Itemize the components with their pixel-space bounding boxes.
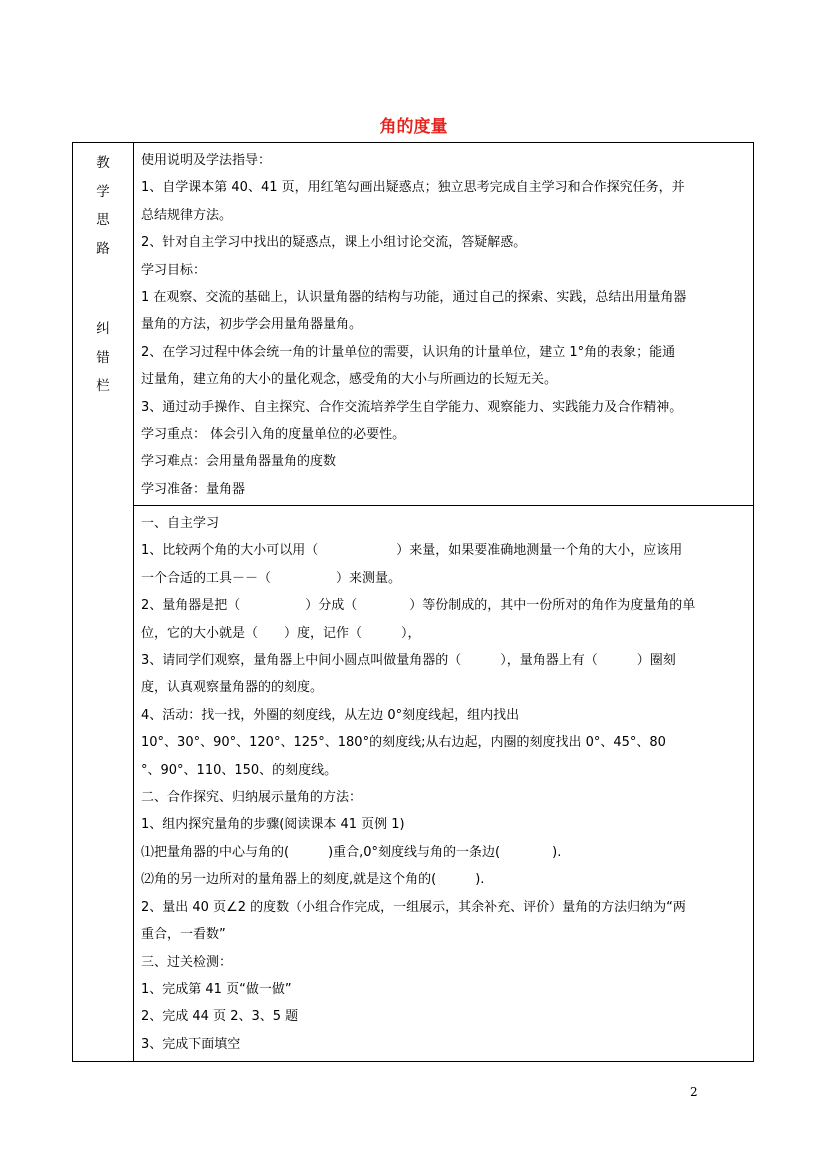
text-line: °、90°、110、150、的刻度线。 [141,762,338,778]
side-char: 路 [96,240,110,257]
text-line: 3、通过动手操作、自主探究、合作交流培养学生自学能力、观察能力、实践能力及合作精神。 [141,399,683,415]
text-line: 量角的方法，初步学会用量角器量角。 [141,317,363,333]
text-line: 2、量角器是把（ ）分成（ ）等份制成的，其中一份所对的角作为度量角的单 [141,598,696,614]
worksheet-table [72,142,754,1062]
side-char: 教 [96,155,110,171]
text-line: 3、请同学们观察，量角器上中间小圆点叫做量角器的（ ），量角器上有（ ）圈刻 [141,653,676,669]
text-line: 2、在学习过程中体会统一角的计量单位的需要，认识角的计量单位，建立 1°角的表象；能通 [141,344,676,360]
side-char: 错 [96,349,110,366]
text-line: 4、活动：找一找，外圈的刻度线，从左边 0°刻度线起，组内找出 [141,707,520,723]
text-line: 学习目标： [141,262,207,278]
text-line: 一、自主学习 [141,516,220,531]
text-line: 1、自学课本第 40、41 页，用红笔勾画出疑惑点；独立思考完成自主学习和合作探究任务，并 [141,180,685,196]
row-divider [133,505,753,506]
text-line: 1、组内探究量角的步骤(阅读课本 41 页例 1) [141,817,405,833]
text-line: 总结规律方法。 [141,207,233,223]
side-label-teaching-ideas [73,149,133,263]
document-title: 角的度量 [379,117,448,137]
text-line: 度，认真观察量角器的的刻度。 [141,680,324,696]
text-line: 学习难点：会用量角器量角的度数 [141,454,337,470]
side-char: 纠 [96,321,110,337]
side-char: 栏 [96,378,110,394]
side-label-error-correction [73,315,133,401]
text-line: 1 在观察、交流的基础上，认识量角器的结构与功能，通过自己的探索、实践，总结出用量角器 [141,290,687,306]
text-line: 2、完成 44 页 2、3、5 题 [141,1009,299,1025]
text-line: 学习重点： 体会引入角的度量单位的必要性。 [141,427,406,443]
text-line: ⑴把量角器的中心与角的( )重合,0°刻度线与角的一条边( ). [141,844,562,860]
text-line: 2、针对自主学习中找出的疑惑点，课上小组讨论交流，答疑解惑。 [141,235,527,251]
text-line: 三、过关检测： [141,954,233,970]
text-line: 过量角，建立角的大小的量化观念，感受角的大小与所画边的长短无关。 [141,372,558,388]
side-char: 思 [96,212,110,228]
text-line: ⑵角的另一边所对的量角器上的刻度,就是这个角的( ). [141,872,485,888]
text-line: 2、量出 40 页∠2 的度数（小组合作完成，一组展示，其余补充、评价）量角的方法归纳为“两 [141,899,686,915]
text-line: 3、完成下面填空 [141,1036,241,1052]
text-line: 使用说明及学法指导： [141,153,272,168]
text-line: 学习准备：量角器 [141,481,246,497]
text-line: 一个合适的工具－－（ ）来测量。 [141,570,402,586]
text-line: 二、合作探究、归纳展示量角的方法： [141,790,363,806]
text-line: 位，它的大小就是（ ）度，记作（ ）， [141,625,421,641]
instructions-section [141,147,747,503]
page-number: 2 [690,1085,698,1099]
exercise-section [141,510,747,1058]
text-line: 重合，一看数” [141,927,226,943]
side-char: 学 [96,183,110,200]
text-line: 10°、30°、90°、120°、125°、180°的刻度线;从右边起，内圈的刻度找出 0°、45°、80 [141,735,666,751]
text-line: 1、完成第 41 页“做一做” [141,981,292,997]
column-divider [133,143,134,1061]
text-line: 1、比较两个角的大小可以用（ ）来量，如果要准确地测量一个角的大小，应该用 [141,543,683,559]
